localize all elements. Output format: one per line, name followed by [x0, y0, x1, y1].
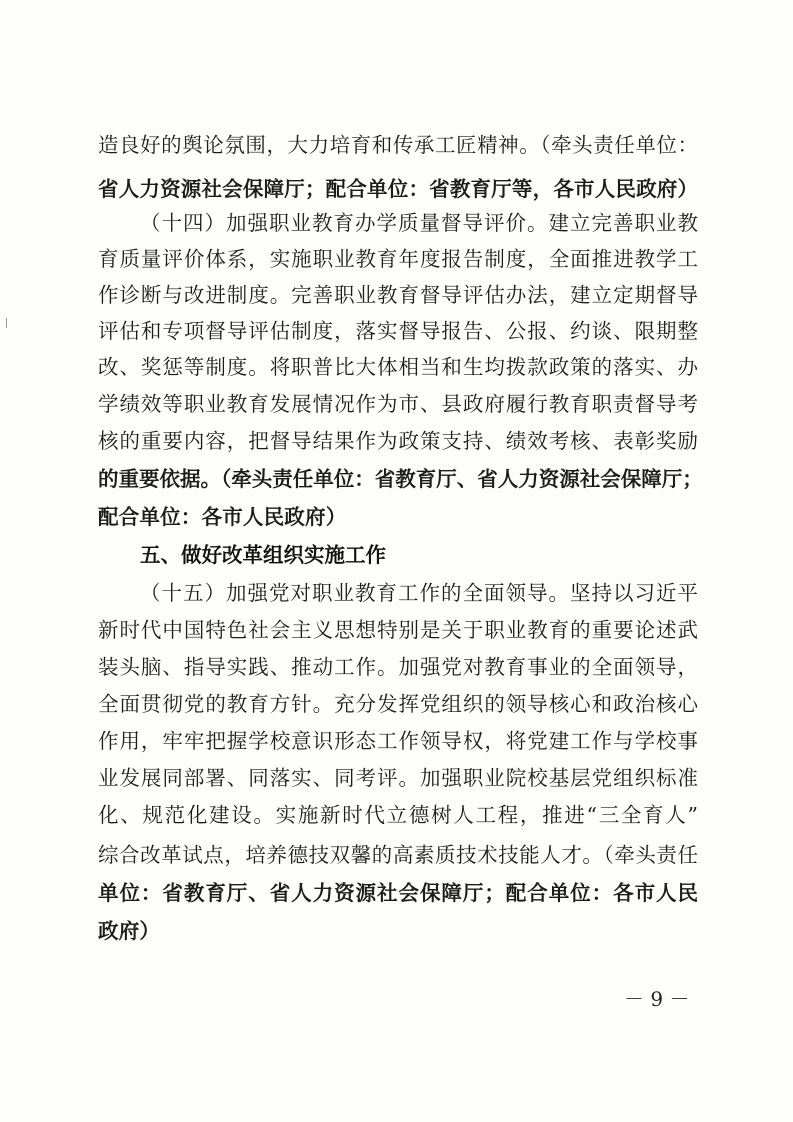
text-line: 作用，牢牢把握学校意识形态工作领导权，将党建工作与学校事 [98, 729, 698, 753]
text-line: 政府） [98, 919, 161, 943]
page-number: － 9 － [624, 987, 690, 1011]
text-line: 综合改革试点，培养德技双馨的高素质技术技能人才。（牵头责任 [98, 843, 698, 867]
text-line: 改、奖惩等制度。将职普比大体相当和生均拨款政策的落实、办 [98, 355, 698, 379]
text-line: 配合单位：各市人民政府） [98, 505, 347, 529]
text-line: 评估和专项督导评估制度，落实督导报告、公报、约谈、限期整 [98, 319, 698, 343]
text-line: 化、规范化建设。实施新时代立德树人工程，推进“三全育人” [98, 803, 698, 827]
text-line: 省人力资源社会保障厅；配合单位：省教育厅等，各市人民政府） [98, 177, 698, 201]
text-line: 的重要依据。（牵头责任单位：省教育厅、省人力资源社会保障厅； [98, 467, 703, 491]
text-line: （十五）加强党对职业教育工作的全面领导。坚持以习近平 [140, 581, 698, 605]
text-line: （十四）加强职业教育办学质量督导评价。建立完善职业教 [140, 211, 698, 235]
text-line: 作诊断与改进制度。完善职业教育督导评估办法，建立定期督导 [98, 283, 698, 307]
text-line: 育质量评价体系，实施职业教育年度报告制度，全面推进教学工 [98, 247, 698, 271]
text-line: 造良好的舆论氛围，大力培育和传承工匠精神。（牵头责任单位： [98, 133, 698, 157]
scan-artifact [6, 318, 7, 328]
section-heading: 五、做好改革组织实施工作 [140, 543, 386, 567]
text-line: 核的重要内容，把督导结果作为政策支持、绩效考核、表彰奖励 [98, 429, 698, 453]
text-line: 单位：省教育厅、省人力资源社会保障厅；配合单位：各市人民 [98, 881, 698, 905]
text-line: 新时代中国特色社会主义思想特别是关于职业教育的重要论述武 [98, 618, 698, 642]
text-line: 装头脑、指导实践、推动工作。加强党对教育事业的全面领导， [98, 655, 698, 679]
text-line: 学绩效等职业教育发展情况作为市、县政府履行教育职责督导考 [98, 392, 698, 416]
text-line: 全面贯彻党的教育方针。充分发挥党组织的领导核心和政治核心 [98, 692, 698, 716]
text-line: 业发展同部署、同落实、同考评。加强职业院校基层党组织标准 [98, 766, 698, 790]
